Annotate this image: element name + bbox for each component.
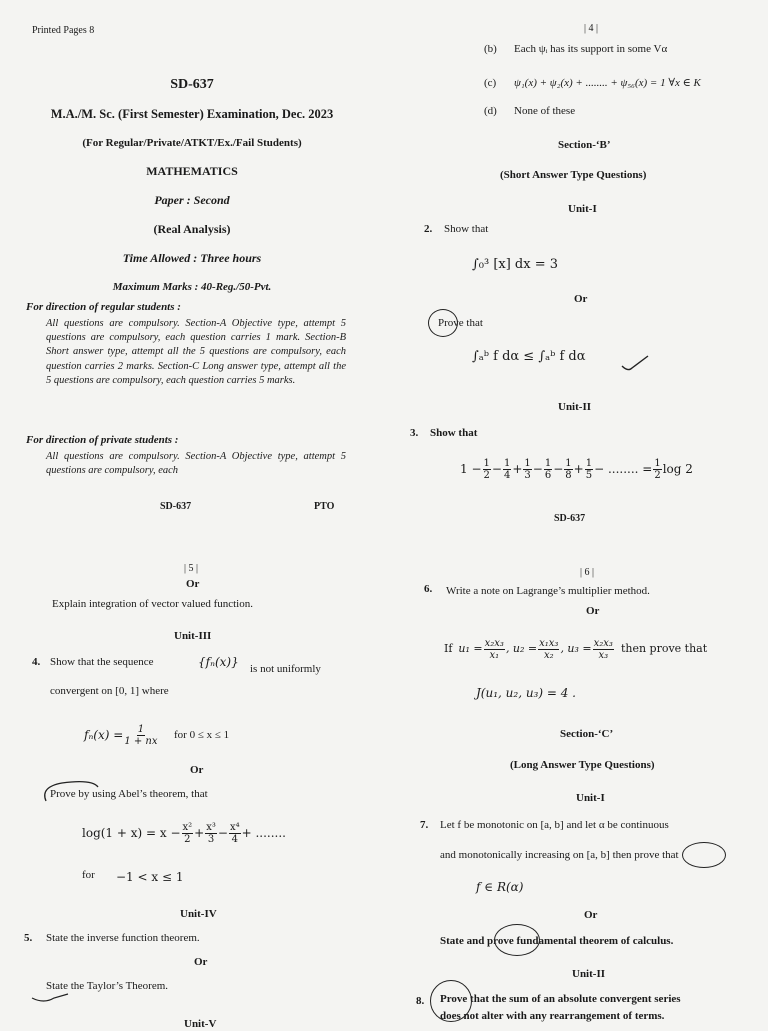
fraction: $\frac{1}{3}$ (524, 457, 531, 481)
q6b-statement (444, 636, 707, 662)
u2-numerator: x₁x₃ (539, 637, 559, 649)
q4-f-denominator: 1 + nx (124, 735, 158, 747)
or-2: Or (584, 909, 598, 921)
section-c-title: Section-‘C’ (560, 728, 614, 740)
exam-title: M.A./M. Sc. (First Semester) Examination, Dec. 2023 (50, 107, 334, 121)
or-1: Or (574, 293, 588, 305)
q3-number: 3. (410, 427, 419, 439)
printed-pages: Printed Pages 8 (32, 25, 95, 36)
u3-numerator: x₂x₃ (593, 637, 613, 649)
q6b-u2: , u₂ = (505, 642, 538, 655)
q5-text: State the inverse function theorem. (46, 932, 200, 944)
q2-number: 2. (424, 223, 433, 235)
q4-text-b: is not uniformly (250, 663, 321, 675)
or-3: Or (194, 956, 208, 968)
pen-circle-mark (494, 924, 540, 956)
q7-text-b: and monotonically increasing on [a, b] then prove that (440, 849, 679, 861)
page-2 (384, 0, 768, 524)
q4b-equation: log(1 + x) = x − $\frac{\text{x²}}{2}$ + $\frac{\text{x³}}{3}$ − $\frac{\text{x⁴}}{4}$ + ........ (82, 821, 286, 845)
q4-f-label: fₙ(x) = (84, 728, 124, 742)
q6-number: 6. (424, 583, 433, 595)
regular-directions: All questions are compulsory. Section-A Objective type, attempt 5 questions are compulsory, each question carries 1 mark. Section-B Short answer type, attempt all the 5 questions are compulsory, each question carries 2 marks. Section-C Long answer type, attempt all the 5 questions are compulsory, each question carries 5 marks. (46, 318, 346, 386)
q4-sequence: {fₙ(x)} (198, 655, 239, 669)
fraction: $\frac{\text{x⁴}}{4}$ (229, 821, 240, 845)
section-c-subtitle: (Long Answer Type Questions) (510, 759, 655, 771)
q5-number: 5. (24, 932, 33, 944)
q4b-text: Prove by using Abel’s theorem, that (50, 788, 208, 800)
q6b-equation: J(u₁, u₂, u₃) = 4 . (476, 686, 576, 700)
private-directions: All questions are compulsory. Section-A Objective type, attempt 5 questions are compulsory, each (46, 451, 346, 477)
fraction: $\frac{1}{2}$ (654, 457, 661, 481)
fraction (124, 724, 157, 747)
page-4 (384, 512, 768, 1024)
option-c: ψ₁(x) + ψ₂(x) + ........ + ψ₅₆(x) = 1 ∀x ∈ K (514, 77, 701, 89)
q4b-lhs: log(1 + x) = x − (82, 826, 181, 840)
page-1 (0, 0, 384, 512)
q3-text: Show that (430, 427, 478, 439)
fraction: $\frac{1}{4}$ (503, 457, 511, 481)
q8-text-a: Prove that the sum of an absolute convergent series (440, 993, 681, 1005)
q7-equation: f ∈ R(α) (476, 880, 524, 894)
section-b-subtitle: (Short Answer Type Questions) (500, 169, 647, 181)
pen-circle-mark (430, 980, 472, 1022)
fraction (593, 638, 614, 661)
unit-3-heading: Unit-III (174, 630, 212, 642)
unit-2-heading: Unit-II (558, 401, 592, 413)
q7-text-a: Let f be monotonic on [a, b] and let α be continuous (440, 819, 669, 831)
footer-code: SD-637 (160, 501, 192, 512)
q2b-equation: ∫ₐᵇ f dα ≤ ∫ₐᵇ f dα (472, 349, 586, 364)
q2b-text: Prove that (438, 317, 483, 329)
fraction (538, 638, 559, 661)
page-number: | 5 | (184, 563, 199, 574)
fraction: $\frac{1}{5}$ (585, 457, 593, 481)
pen-circle-mark (428, 309, 458, 337)
footer-code: SD-637 (554, 513, 586, 524)
fraction: $\frac{1}{8}$ (565, 457, 572, 481)
max-marks: Maximum Marks : 40-Reg./50-Pvt. (112, 281, 272, 293)
q5b-text: State the Taylor’s Theorem. (46, 980, 169, 992)
fraction: $\frac{\text{x³}}{3}$ (206, 821, 216, 845)
fraction (484, 638, 505, 661)
q4-number: 4. (32, 656, 41, 668)
section-b-title: Section-‘B’ (558, 139, 611, 151)
private-heading: For direction of private students : (26, 434, 179, 446)
u3-denominator: x₃ (598, 649, 609, 661)
unit-4-heading: Unit-IV (180, 908, 217, 920)
option-b-label: (b) (484, 43, 497, 55)
q8-number: 8. (416, 995, 425, 1007)
or-1: Or (586, 605, 600, 617)
pen-tick-mark (620, 354, 650, 374)
q6b-if: If (444, 642, 453, 655)
q3-series: 1 − $\frac{1}{2}$ − $\frac{1}{4}$ + $\frac{1}{3}$ − $\frac{1}{6}$ − $\frac{1}{8}$ + $\frac{1}{5}$ − ........ = $\frac{1}{2}$ log 2 (460, 457, 693, 481)
q4-function (84, 724, 159, 746)
explain-question: Explain integration of vector valued function. (52, 598, 253, 610)
paper-code: SD-637 (170, 77, 214, 92)
q2-equation: ∫₀³ [x] dx = 3 (472, 257, 559, 272)
page-3 (0, 512, 384, 1030)
u1-numerator: x₂x₃ (484, 637, 504, 649)
topic: (Real Analysis) (153, 222, 231, 236)
q4-text-c: convergent on [0, 1] where (50, 685, 169, 697)
option-b: Each ψᵢ has its support in some Vα (514, 43, 668, 55)
fraction: $\frac{\text{x²}}{2}$ (182, 821, 193, 845)
option-d: None of these (514, 105, 576, 117)
u1-denominator: x₁ (489, 649, 500, 661)
q4-f-numerator: 1 (137, 723, 145, 735)
fraction: $\frac{1}{2}$ (483, 457, 490, 481)
option-c-label: (c) (484, 77, 497, 89)
q3-lhs: 1 − (460, 462, 482, 476)
page-number: | 4 | (584, 23, 599, 34)
or-top: Or (186, 578, 200, 590)
q4b-tail: + ........ (241, 826, 286, 840)
u2-denominator: x₂ (543, 649, 554, 661)
page-number: | 6 | (580, 567, 595, 578)
time-allowed: Time Allowed : Three hours (122, 251, 262, 265)
option-d-label: (d) (484, 105, 497, 117)
q3-tail: − ........ = (594, 462, 653, 476)
fraction: $\frac{1}{6}$ (544, 457, 552, 481)
unit-1-heading: Unit-I (568, 203, 597, 215)
students-line: (For Regular/Private/ATKT/Ex./Fail Students) (82, 137, 302, 149)
q7b-text: State and prove fundamental theorem of calculus. (440, 935, 674, 947)
or-2: Or (190, 764, 204, 776)
regular-heading: For direction of regular students : (26, 301, 181, 313)
footer-pto: PTO (314, 501, 335, 512)
q4-condition: for 0 ≤ x ≤ 1 (174, 729, 230, 741)
q8-text-b: does not alter with any rearrangement of terms. (440, 1010, 665, 1022)
q6-text: Write a note on Lagrange’s multiplier method. (446, 585, 650, 597)
q7-number: 7. (420, 819, 429, 831)
unit-1-heading: Unit-I (576, 792, 605, 804)
q6b-u3: , u₃ = (560, 642, 592, 655)
paper-name: Paper : Second (154, 193, 230, 207)
q4b-for: for (82, 869, 95, 881)
pen-circle-mark (682, 842, 726, 868)
q4b-range: −1 < x ≤ 1 (116, 870, 184, 884)
q6b-then: then prove that (620, 642, 708, 655)
subject: MATHEMATICS (146, 164, 238, 178)
q3-rhs: log 2 (662, 462, 693, 476)
q6b-u1: u₁ = (458, 642, 483, 655)
q2-text: Show that (444, 223, 489, 235)
unit-2-heading: Unit-II (572, 968, 606, 980)
unit-5-heading: Unit-V (184, 1018, 217, 1030)
q4-text-a: Show that the sequence (50, 656, 154, 668)
